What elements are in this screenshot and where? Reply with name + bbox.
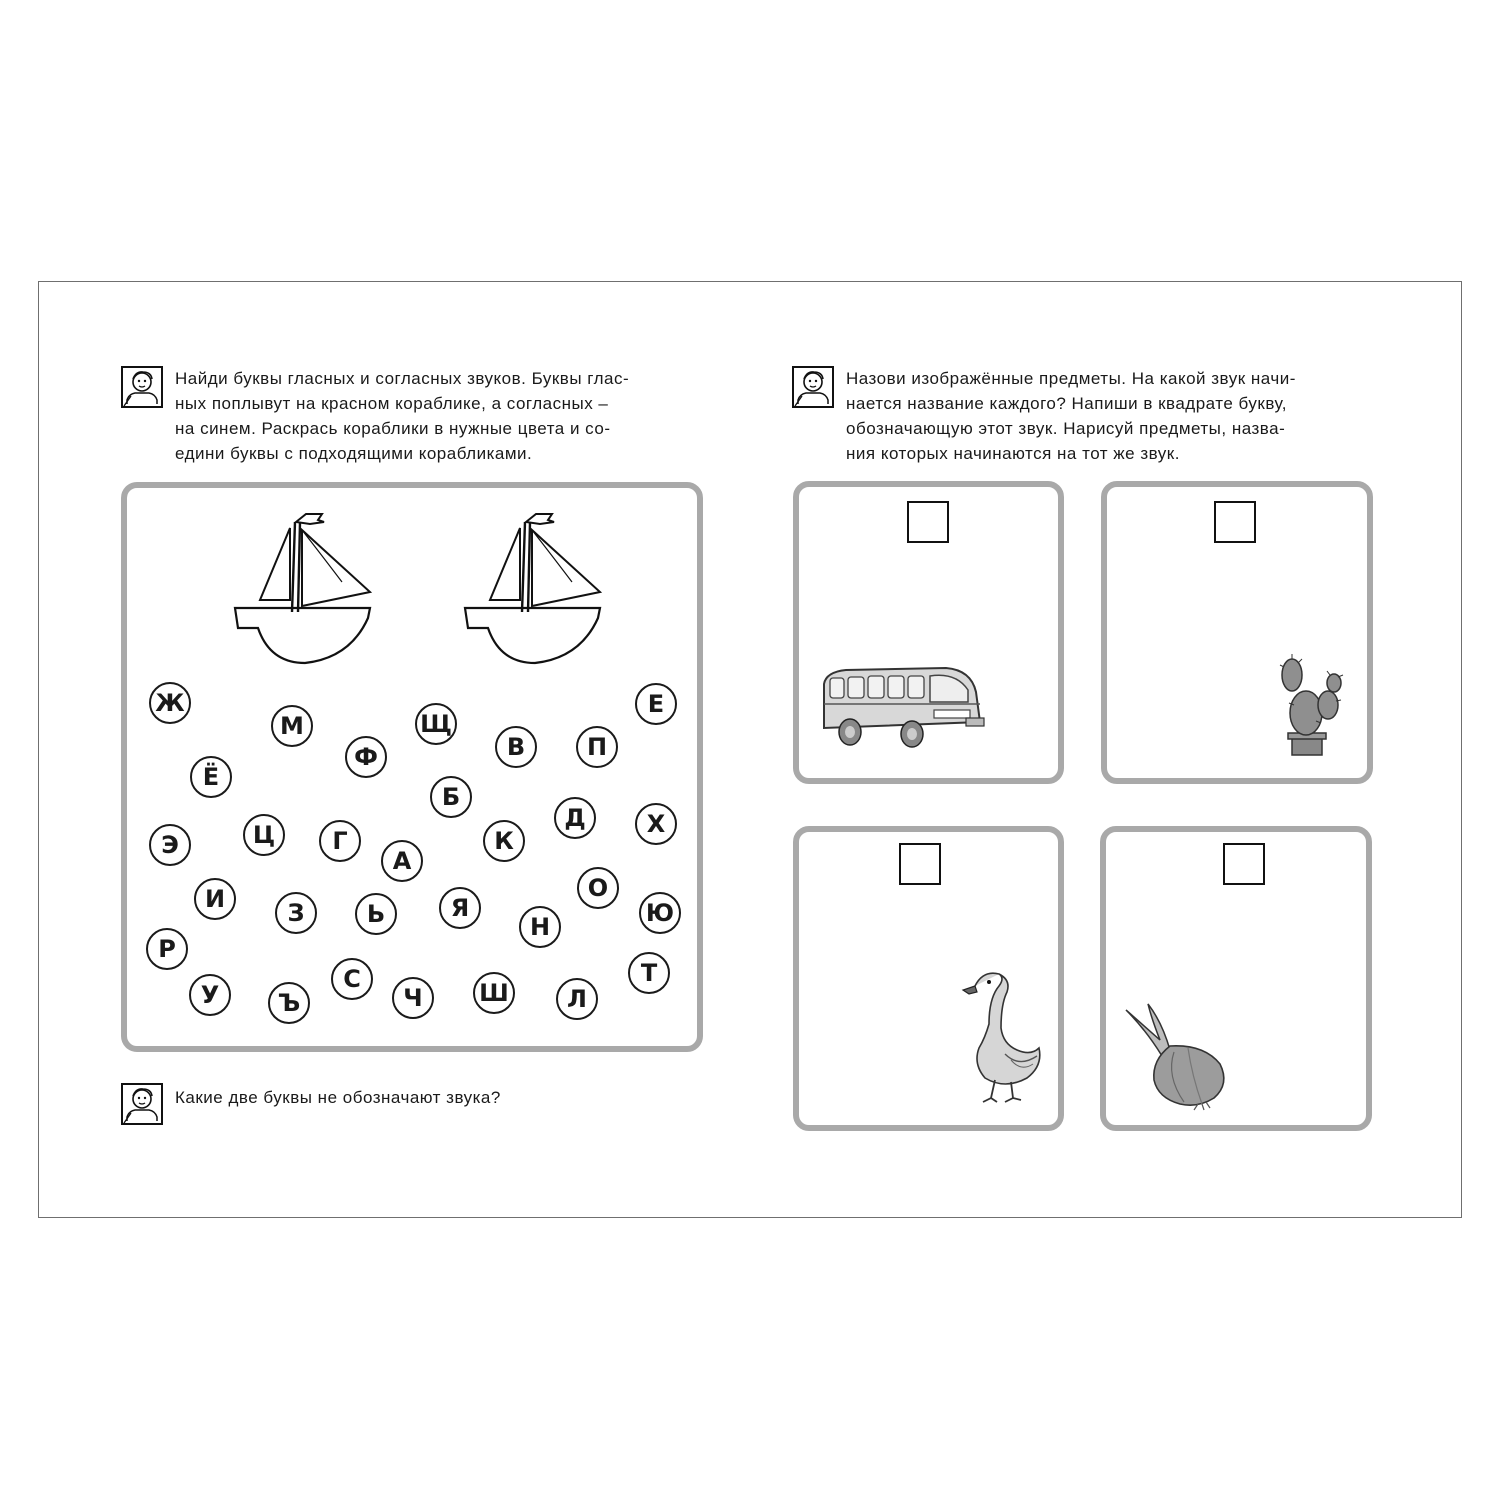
letter-circle[interactable]: М [271, 705, 313, 747]
letter-circle[interactable]: Ц [243, 814, 285, 856]
letter-circle[interactable]: В [495, 726, 537, 768]
answer-box[interactable] [1214, 501, 1256, 543]
bus-icon [816, 662, 986, 750]
instruction-line: обозначающую этот звук. Нарисуй предметы, назва- [846, 419, 1286, 438]
letter-circle[interactable]: П [576, 726, 618, 768]
letter-circle[interactable]: Щ [415, 703, 457, 745]
answer-box[interactable] [899, 843, 941, 885]
instruction-line: ния которых начинаются на тот же звук. [846, 444, 1180, 463]
letter-circle[interactable]: Л [556, 978, 598, 1020]
instruction-line: Назови изображённые предметы. На какой звук начи- [846, 369, 1296, 388]
letter-circle[interactable]: И [194, 878, 236, 920]
instruction-line: едини буквы с подходящими корабликами. [175, 444, 533, 463]
letter-circle[interactable]: Т [628, 952, 670, 994]
child-face-icon [121, 1083, 163, 1125]
instruction-line: Найди буквы гласных и согласных звуков. Буквы глас- [175, 369, 630, 388]
letter-circle[interactable]: Ч [392, 977, 434, 1019]
right-instruction [846, 366, 1374, 466]
left-instruction [175, 366, 703, 466]
cactus-icon [1270, 645, 1350, 760]
goose-icon [955, 968, 1050, 1108]
letter-circle[interactable]: Ю [639, 892, 681, 934]
letter-circle[interactable]: Ш [473, 972, 515, 1014]
sailboat-icon [230, 508, 380, 668]
letter-circle[interactable]: А [381, 840, 423, 882]
child-face-icon [792, 366, 834, 408]
letter-circle[interactable]: О [577, 867, 619, 909]
answer-box[interactable] [1223, 843, 1265, 885]
letter-circle[interactable]: Х [635, 803, 677, 845]
letter-circle[interactable]: Э [149, 824, 191, 866]
letter-circle[interactable]: Ж [149, 682, 191, 724]
letter-circle[interactable]: Е [635, 683, 677, 725]
letter-circle[interactable]: К [483, 820, 525, 862]
letter-circle[interactable]: С [331, 958, 373, 1000]
instruction-line: на синем. Раскрась кораблики в нужные цвета и со- [175, 419, 611, 438]
onion-icon [1118, 1000, 1228, 1110]
letter-circle[interactable]: З [275, 892, 317, 934]
letter-circle[interactable]: Ъ [268, 982, 310, 1024]
sailboat-icon [460, 508, 610, 668]
letter-circle[interactable]: Г [319, 820, 361, 862]
instruction-line: нается название каждого? Напиши в квадрате букву, [846, 394, 1288, 413]
letter-circle[interactable]: У [189, 974, 231, 1016]
letter-circle[interactable]: Ё [190, 756, 232, 798]
question-text: Какие две буквы не обозначают звука? [175, 1088, 501, 1107]
instruction-line: ных поплывут на красном кораблике, а согласных – [175, 394, 609, 413]
letter-circle[interactable]: Д [554, 797, 596, 839]
letter-circle[interactable]: Б [430, 776, 472, 818]
letter-circle[interactable]: Ь [355, 893, 397, 935]
answer-box[interactable] [907, 501, 949, 543]
letter-circle[interactable]: Н [519, 906, 561, 948]
letter-circle[interactable]: Я [439, 887, 481, 929]
letter-circle[interactable]: Р [146, 928, 188, 970]
child-face-icon [121, 366, 163, 408]
letter-circle[interactable]: Ф [345, 736, 387, 778]
